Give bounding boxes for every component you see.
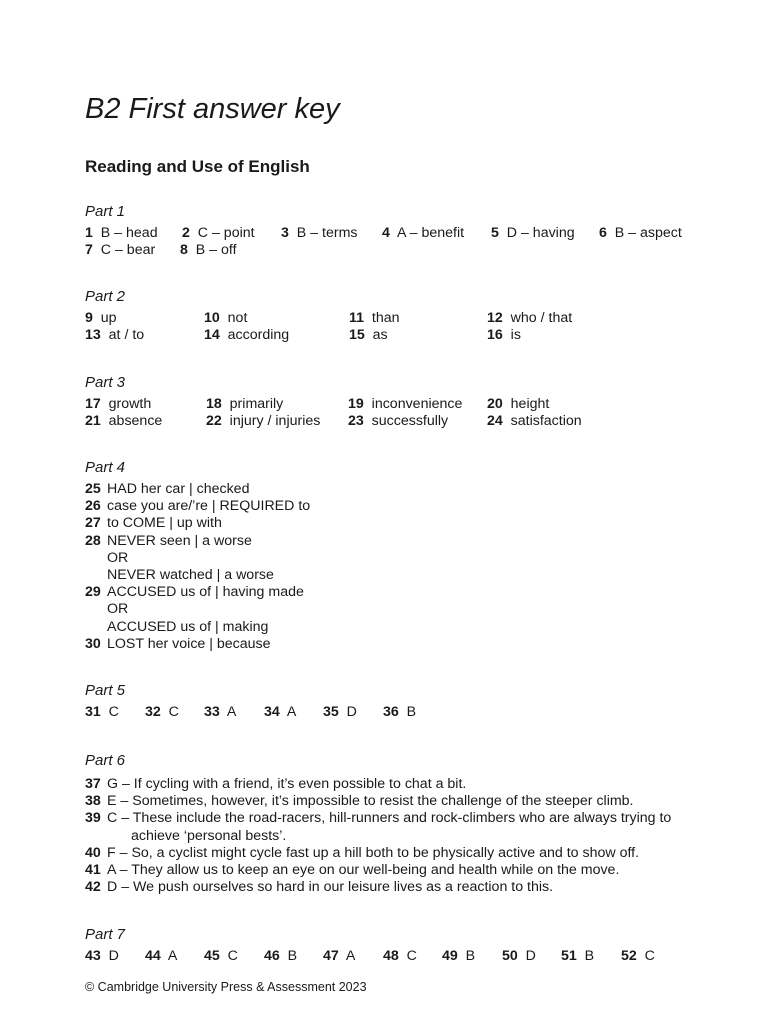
answer-item: 37 G – If cycling with a friend, it’s even possible to chat a bit.: [85, 776, 467, 792]
answer-item: 23 successfully: [348, 413, 449, 429]
part-1-row: [85, 225, 682, 242]
answer-item: 41 A – They allow us to keep an eye on our well-being and health while on the move.: [85, 861, 620, 878]
answer-item: 39 C – These include the road-racers, hill-runners and rock-climbers who are always trying to: [85, 810, 672, 827]
part-1-row: [85, 242, 682, 259]
part-3: [85, 374, 582, 430]
answer-item: 30 LOST her voice | because: [85, 635, 271, 652]
answer-item: 44 A: [145, 948, 178, 964]
answer-item: 50 D: [502, 948, 536, 964]
answer-item: 51 B: [561, 948, 595, 964]
answer-item: 52 C: [621, 948, 655, 964]
answer-item: 16 is: [487, 327, 521, 343]
answer-item: 40 F – So, a cyclist might cycle fast up a hill both to be physically active and to show off.: [85, 844, 640, 861]
answer-or: OR: [107, 549, 129, 566]
answer-item: 32 C: [145, 704, 179, 720]
part-2-heading: Part 2: [85, 288, 126, 305]
section-title: Reading and Use of English: [85, 157, 310, 176]
answer-item: 26 case you are/’re | REQUIRED to: [85, 498, 311, 515]
part-1-heading: Part 1: [85, 203, 126, 220]
answer-continuation: achieve ‘personal bests’.: [131, 827, 287, 844]
copyright-footer: © Cambridge University Press & Assessment 2023: [85, 980, 367, 994]
answer-item: 47 A: [323, 948, 356, 964]
answer-item: 38 E – Sometimes, however, it’s impossible to resist the challenge of the steeper climb.: [85, 793, 634, 810]
answer-item: 35 D: [323, 704, 357, 720]
part-5-row: [85, 704, 416, 721]
answer-item: 4 A – benefit: [382, 225, 465, 241]
answer-item: 9 up: [85, 310, 117, 326]
part-5-heading: Part 5: [85, 682, 126, 699]
part-6: [85, 752, 671, 896]
answer-item: 27 to COME | up with: [85, 515, 222, 532]
answer-item: 20 height: [487, 396, 550, 412]
answer-item: 3 B – terms: [281, 225, 358, 241]
part-2-row: [85, 310, 572, 327]
answer-item: 8 B – off: [180, 242, 237, 258]
answer-item: 34 A: [264, 704, 297, 720]
part-7: [85, 926, 655, 965]
page-title: B2 First answer key: [85, 93, 340, 125]
answer-item: 13 at / to: [85, 327, 145, 343]
answer-item: 6 B – aspect: [599, 225, 682, 241]
part-6-heading: Part 6: [85, 752, 126, 769]
answer-or: OR: [107, 601, 129, 618]
answer-item: 11 than: [349, 310, 400, 326]
answer-item: 31 C: [85, 704, 119, 720]
answer-item: 1 B – head: [85, 225, 158, 241]
answer-item: 15 as: [349, 327, 388, 343]
part-4-heading: Part 4: [85, 459, 126, 476]
answer-item: 7 C – bear: [85, 242, 156, 258]
answer-item: 43 D: [85, 948, 119, 964]
part-3-row: [85, 396, 582, 413]
part-2-row: [85, 327, 572, 344]
answer-alternative: ACCUSED us of | making: [107, 618, 269, 635]
part-5: [85, 682, 416, 721]
answer-item: 36 B: [383, 704, 417, 720]
answer-item: 2 C – point: [182, 225, 255, 241]
answer-item: 10 not: [204, 310, 248, 326]
answer-item: 49 B: [442, 948, 476, 964]
part-3-row: [85, 413, 582, 430]
answer-item: 14 according: [204, 327, 290, 343]
part-1: [85, 203, 682, 259]
answer-item: 12 who / that: [487, 310, 573, 326]
answer-item: 28 NEVER seen | a worse: [85, 532, 252, 549]
answer-item: 33 A: [204, 704, 237, 720]
answer-item: 22 injury / injuries: [206, 413, 321, 429]
answer-item: 5 D – having: [491, 225, 575, 241]
answer-item: 25 HAD her car | checked: [85, 481, 250, 497]
answer-alternative: NEVER watched | a worse: [107, 566, 274, 583]
answer-item: 17 growth: [85, 396, 152, 412]
part-7-row: [85, 948, 655, 965]
part-3-heading: Part 3: [85, 374, 126, 391]
answer-item: 19 inconvenience: [348, 396, 463, 412]
answer-item: 48 C: [383, 948, 417, 964]
answer-item: 18 primarily: [206, 396, 284, 412]
answer-item: 29 ACCUSED us of | having made: [85, 584, 304, 601]
answer-item: 45 C: [204, 948, 238, 964]
part-4: [85, 459, 310, 653]
answer-item: 46 B: [264, 948, 298, 964]
answer-item: 24 satisfaction: [487, 413, 582, 429]
part-2: [85, 288, 572, 344]
answer-item: 21 absence: [85, 413, 163, 429]
part-7-heading: Part 7: [85, 926, 126, 943]
answer-item: 42 D – We push ourselves so hard in our leisure lives as a reaction to this.: [85, 879, 554, 896]
